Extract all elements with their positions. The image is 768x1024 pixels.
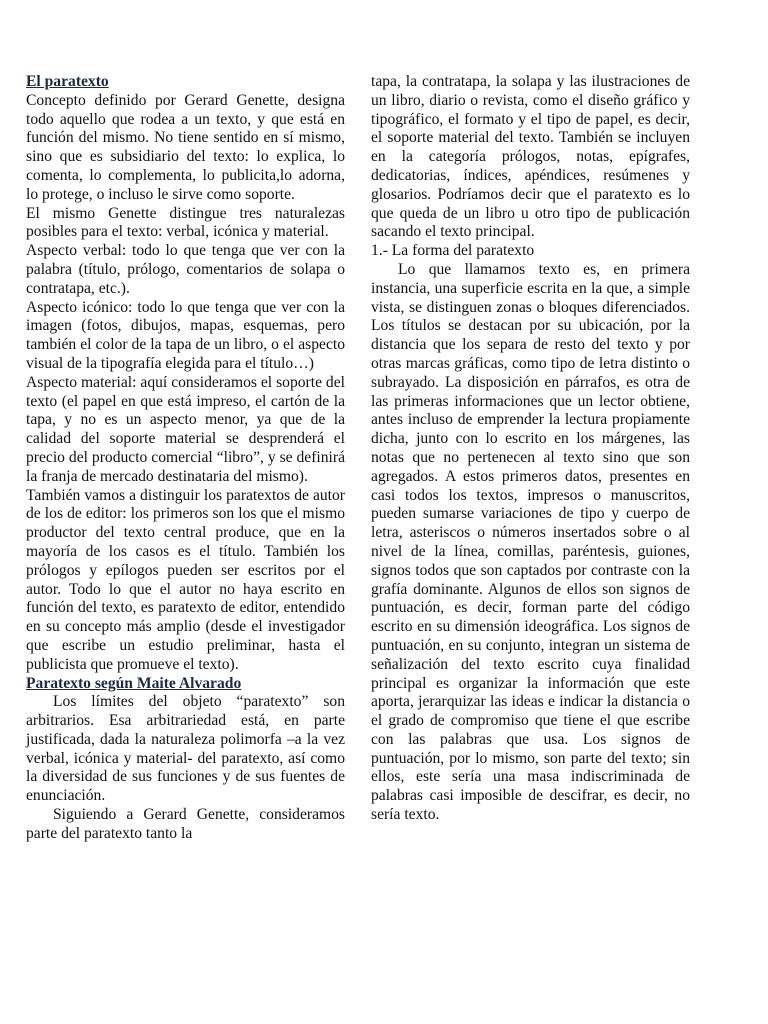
section-heading-maite-alvarado: Paratexto según Maite Alvarado	[26, 674, 242, 692]
paragraph-concepto: Concepto definido por Gerard Genette, designa todo aquello que rodea a un texto, y que está en función del mismo. No tiene sentido en sí mismo, sino que es subsidiario del texto: lo explica, lo comenta, lo complementa, lo publicita,lo adorna, lo protege, o incluso le sirve como soporte.	[26, 91, 345, 203]
subheading-forma-paratexto: 1.- La forma del paratexto	[371, 242, 535, 260]
paragraph-aspecto-material: Aspecto material: aquí consideramos el soporte del texto (el papel en que está impreso, el cartón de la tapa, y no es un aspecto menor, ya que de la calidad del soporte material se desprenderá el precio del producto comercial “libro”, y se definirá la franja de mercado destinataria del mismo).	[26, 373, 345, 485]
section-heading-el-paratexto: El paratexto	[26, 73, 109, 90]
paragraph-naturalezas: El mismo Genette distingue tres naturalezas posibles para el texto: verbal, icónica y material.	[26, 204, 345, 241]
left-column	[26, 73, 345, 844]
paragraph-autor-editor: También vamos a distinguir los paratextos de autor de los de editor: los primeros son los que el mismo productor del texto central produce, que en la mayoría de los casos es el título. También los prólogos y epílogos pueden ser escritos por el autor. Todo lo que el autor no haya escrito en función del texto, es paratexto de editor, entendido en su concepto más amplio (desde el investigador que escribe un estudio preliminar, hasta el publicista que promueve el texto).	[26, 486, 345, 673]
right-column	[371, 73, 690, 825]
paragraph-texto-superficie: Lo que llamamos texto es, en primera instancia, una superficie escrita en la que, a simple vista, se distinguen zonas o bloques diferenciados. Los títulos se destacan por su ubicación, por la distancia que los separa de resto del texto y por otras marcas gráficas, como tipo de letra distinto o subrayado. La disposición en párrafos, es otra de las primeras informaciones que un lector obtiene, antes incluso de emprender la lectura propiamente dicha, junto con lo escrito en los márgenes, las notas que no pertenecen al texto sino que son agregados. A estos primeros datos, presentes en casi todos los textos, impresos o manuscritos, pueden sumarse variaciones de tipo y cuerpo de letra, asteriscos o números insertados sobre o al nivel de la línea, comillas, paréntesis, guiones, signos todos que son captados por contraste con la grafía dominante. Algunos de ellos son signos de puntuación, es decir, forman parte del código escrito en su dimensión ideográfica. Los signos de puntuación, en su conjunto, integran un sistema de señalización del texto escrito cuya finalidad principal es organizar la información que este aporta, jerarquizar las ideas e indicar la distancia o el grado de compromiso que tiene el que escribe con las palabras que usa. Los signos de puntuación, por lo mismo, son parte del texto; sin ellos, este sería una masa indiscriminada de palabras casi imposible de descifrar, es decir, no sería texto.	[371, 260, 690, 824]
paragraph-limites: Los límites del objeto “paratexto” son arbitrarios. Esa arbitrariedad está, en parte justificada, dada la naturaleza polimorfa –a la vez verbal, icónica y material- del paratexto, así como la diversidad de sus funciones y de sus fuentes de enunciación.	[26, 693, 345, 805]
paragraph-siguiendo-genette: Siguiendo a Gerard Genette, consideramos parte del paratexto tanto la	[26, 806, 345, 842]
paragraph-aspecto-verbal: Aspecto verbal: todo lo que tenga que ver con la palabra (título, prólogo, comentarios de solapa o contratapa, etc.).	[26, 242, 345, 297]
paragraph-tapa-contratapa: tapa, la contratapa, la solapa y las ilustraciones de un libro, diario o revista, como el diseño gráfico y tipográfico, el formato y el tipo de papel, es decir, el soporte material del texto. También se incluyen en la categoría prólogos, notas, epígrafes, dedicatorias, índices, apéndices, resúmenes y glosarios. Podríamos decir que el paratexto es lo que queda de un libro u otro tipo de publicación sacando el texto principal.	[371, 73, 690, 241]
paragraph-aspecto-iconico: Aspecto icónico: todo lo que tenga que ver con la imagen (fotos, dibujos, mapas, esquemas, pero también el color de la tapa de un libro, o el aspecto visual de la tipografía elegida para el título…)	[26, 298, 345, 372]
